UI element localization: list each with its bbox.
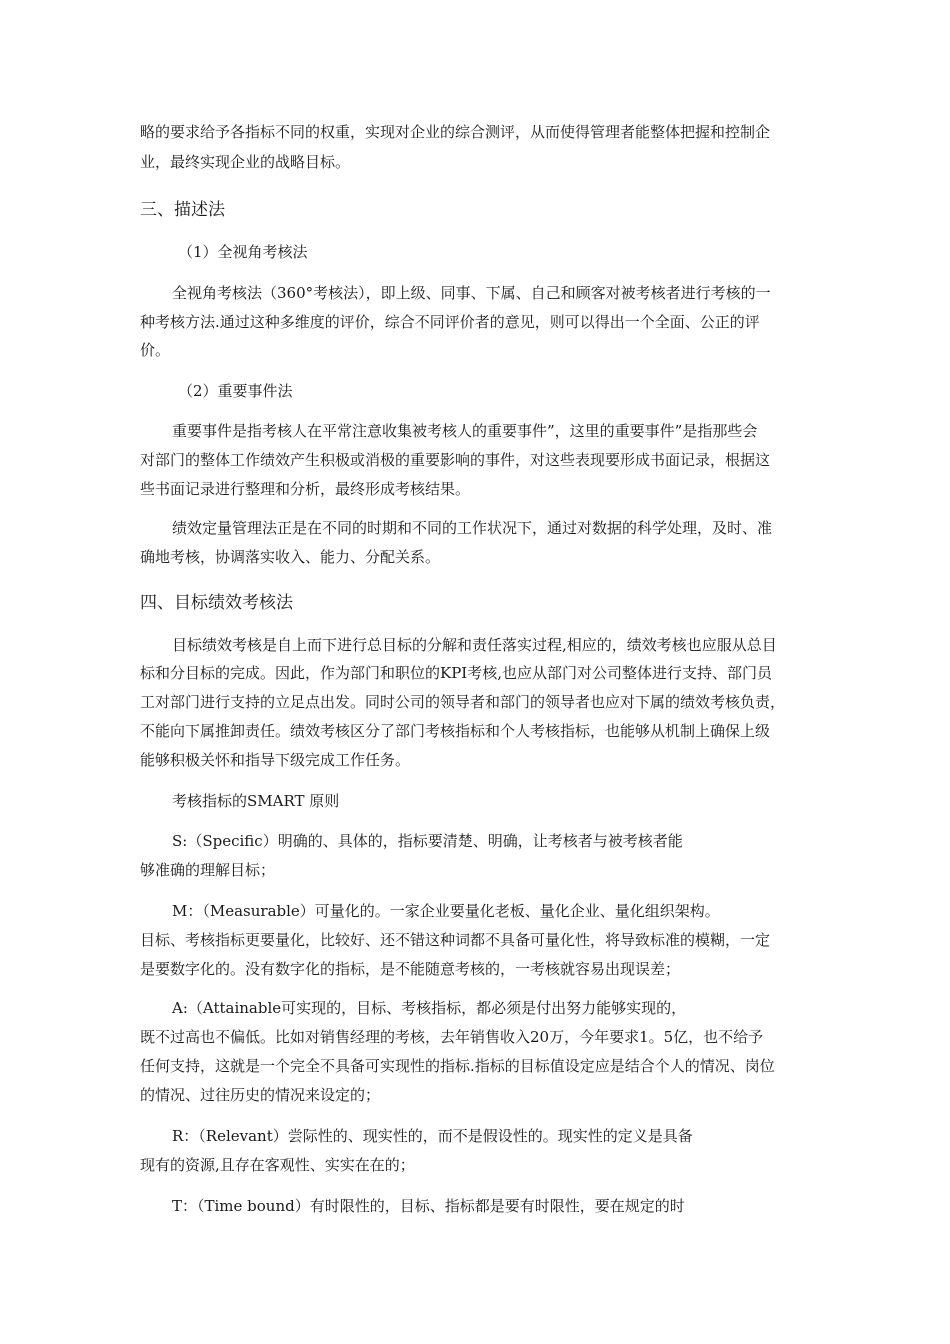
paragraph-line: 现有的资源,且存在客观性、实实在在的； xyxy=(140,1156,415,1174)
paragraph-line: 些书面记录进行整理和分析，最终形成考核结果。 xyxy=(140,480,471,498)
paragraph-line: R：（Relevant）尝际性的、现实性的，而不是假设性的。现实性的定义是具备 xyxy=(172,1127,693,1145)
paragraph-line: 确地考核，协调落实收入、能力、分配关系。 xyxy=(140,548,441,566)
section-heading: 四、目标绩效考核法 xyxy=(140,593,293,613)
paragraph-line: 考核指标的SMART 原则 xyxy=(172,792,340,810)
paragraph-line: 任何支持，这就是一个完全不具备可实现性的指标.指标的目标值设定应是结合个人的情况、岗位 xyxy=(140,1057,775,1075)
paragraph-line: 目标、考核指标更要量化，比较好、还不错这种词都不具备可量化性，将导致标准的模糊，一定 xyxy=(140,931,771,949)
paragraph-line: 对部门的整体工作绩效产生积极或消极的重要影响的事件，对这些表现要形成书面记录，根据这 xyxy=(140,451,771,469)
section-heading: 三、描述法 xyxy=(140,200,225,220)
subsection-heading: （2）重要事件法 xyxy=(178,382,293,400)
paragraph-line: 目标绩效考核是自上而下进行总目标的分解和责任落实过程,相应的，绩效考核也应服从总目 xyxy=(172,636,777,654)
paragraph-line: 略的要求给予各指标不同的权重，实现对企业的综合测评，从而使得管理者能整体把握和控制企 xyxy=(140,123,771,141)
paragraph-line: 是要数字化的。没有数字化的指标，是不能随意考核的，一考核就容易出现误差； xyxy=(140,960,681,978)
paragraph-line: 种考核方法.通过这种多维度的评价，综合不同评价者的意见，则可以得出一个全面、公正的评 xyxy=(140,313,760,331)
paragraph-line: 能够积极关怀和指导下级完成工作任务。 xyxy=(140,751,411,769)
paragraph-line: 业，最终实现企业的战略目标。 xyxy=(140,153,351,171)
paragraph-line: M：（Measurable）可量化的。一家企业要量化老板、量化企业、量化组织架构。 xyxy=(172,902,720,920)
paragraph-line: 价。 xyxy=(140,341,171,359)
paragraph-line: 够准确的理解目标； xyxy=(140,861,276,879)
paragraph-line: 的情况、过往历史的情况来设定的； xyxy=(140,1086,381,1104)
paragraph-line: 标和分目标的完成。因此，作为部门和职位的KPI考核,也应从部门对公司整体进行支持、部门员 xyxy=(140,664,772,682)
paragraph-line: 绩效定量管理法正是在不同的时期和不同的工作状况下，通过对数据的科学处理，及时、准 xyxy=(172,519,773,537)
paragraph-line: 既不过高也不偏低。比如对销售经理的考核，去年销售收入20万，今年要求1。5亿，也不给予 xyxy=(140,1028,764,1046)
paragraph-line: 不能向下属推卸责任。绩效考核区分了部门考核指标和个人考核指标，也能够从机制上确保上级 xyxy=(140,722,771,740)
subsection-heading: （1）全视角考核法 xyxy=(178,243,308,261)
paragraph-line: 全视角考核法（360°考核法），即上级、同事、下属、自己和顾客对被考核者进行考核的一 xyxy=(172,284,771,302)
paragraph-line: T：（Time bound）有时限性的，目标、指标都是要有时限性，要在规定的时 xyxy=(172,1197,685,1215)
paragraph-line: S:（Specific）明确的、具体的，指标要清楚、明确，让考核者与被考核者能 xyxy=(172,832,683,850)
paragraph-line: A:（Attainable可实现的，目标、考核指标，都必须是付出努力能够实现的， xyxy=(172,999,687,1017)
paragraph-line: 工对部门进行支持的立足点出发。同时公司的领导者和部门的领导者也应对下属的绩效考核负责， xyxy=(140,693,786,711)
paragraph-line: 重要事件是指考核人在平常注意收集被考核人的重要事件”，这里的重要事件”是指那些会 xyxy=(172,422,758,440)
